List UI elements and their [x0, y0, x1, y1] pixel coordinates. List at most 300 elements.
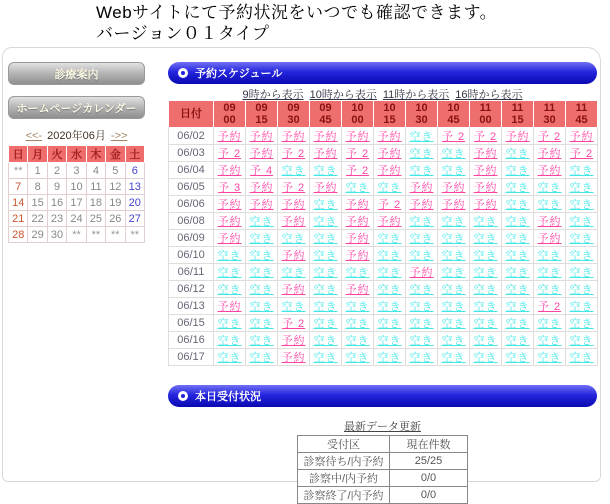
- schedule-slot-cell: [470, 264, 502, 281]
- slot-status-link[interactable]: 空き: [537, 267, 562, 279]
- slot-status-link[interactable]: 空き: [313, 216, 338, 228]
- slot-status-link[interactable]: 空き: [473, 284, 498, 296]
- schedule-slot-cell: [310, 247, 342, 264]
- slot-status-link[interactable]: 予約: [281, 250, 306, 262]
- schedule-row: [169, 128, 598, 145]
- slot-status-link[interactable]: 空き: [313, 165, 338, 177]
- slot-status-link[interactable]: 予約: [441, 199, 466, 211]
- calendar-day-cell[interactable]: 30: [47, 227, 66, 243]
- slot-status-link[interactable]: 空き: [409, 148, 434, 160]
- slot-status-link[interactable]: 空き: [409, 250, 434, 262]
- schedule-slot-cell: [502, 247, 534, 264]
- calendar-day-cell[interactable]: 23: [47, 211, 66, 227]
- slot-status-link[interactable]: 空き: [569, 165, 594, 177]
- slot-status-link[interactable]: 空き: [313, 335, 338, 347]
- slot-status-link[interactable]: 予約: [505, 131, 530, 143]
- calendar-day-cell[interactable]: 29: [28, 227, 47, 243]
- schedule-slot-cell: [534, 196, 566, 213]
- slot-status-link[interactable]: 空き: [313, 301, 338, 313]
- slot-status-link[interactable]: 空き: [473, 267, 498, 279]
- schedule-slot-cell: [246, 179, 278, 196]
- slot-status-link[interactable]: 予 2: [217, 148, 242, 160]
- slot-status-link[interactable]: 予約: [313, 148, 338, 160]
- slot-status-link[interactable]: 空き: [313, 352, 338, 364]
- calendar-day-cell[interactable]: 22: [28, 211, 47, 227]
- slot-status-link[interactable]: 空き: [313, 318, 338, 330]
- slot-status-link[interactable]: 空き: [441, 148, 466, 160]
- schedule-slot-cell: [566, 162, 598, 179]
- calendar-day-cell[interactable]: 10: [67, 179, 86, 195]
- calendar-day-cell[interactable]: 16: [47, 195, 66, 211]
- slot-status-link[interactable]: 空き: [505, 301, 530, 313]
- slot-status-link[interactable]: 予約: [441, 182, 466, 194]
- schedule-slot-cell: [534, 213, 566, 230]
- slot-status-link[interactable]: 空き: [377, 182, 402, 194]
- slot-status-link[interactable]: 空き: [281, 267, 306, 279]
- schedule-slot-cell: [374, 179, 406, 196]
- slot-status-link[interactable]: 空き: [441, 216, 466, 228]
- slot-status-link[interactable]: 空き: [313, 267, 338, 279]
- schedule-slot-cell: [310, 145, 342, 162]
- schedule-row-date: 06/09: [169, 230, 214, 247]
- calendar-day-cell: **: [86, 227, 105, 243]
- slot-status-link[interactable]: 空き: [313, 199, 338, 211]
- spacer: [8, 85, 145, 96]
- slot-status-link[interactable]: 予約: [313, 131, 338, 143]
- slot-status-link[interactable]: 空き: [313, 284, 338, 296]
- slot-status-link[interactable]: 予約: [473, 148, 498, 160]
- schedule-slot-header: 11 30: [534, 101, 566, 128]
- calendar-day-cell[interactable]: 15: [28, 195, 47, 211]
- slot-status-link[interactable]: 予約: [569, 131, 594, 143]
- calendar-day-cell[interactable]: 26: [106, 211, 125, 227]
- slot-status-link[interactable]: 予約: [281, 352, 306, 364]
- slot-status-link[interactable]: 空き: [217, 352, 242, 364]
- slot-status-link[interactable]: 予約: [249, 199, 274, 211]
- slot-status-link[interactable]: 空き: [569, 250, 594, 262]
- schedule-slot-cell: [566, 349, 598, 366]
- calendar-day-cell[interactable]: 28: [9, 227, 28, 243]
- slot-status-link[interactable]: 予約: [281, 199, 306, 211]
- slot-status-link[interactable]: 予 4: [249, 165, 274, 177]
- slot-status-link[interactable]: 予約: [345, 284, 370, 296]
- page-title-line2: バージョン０１タイプ: [96, 24, 270, 43]
- slot-status-link[interactable]: 空き: [505, 250, 530, 262]
- slot-status-link[interactable]: 空き: [249, 318, 274, 330]
- slot-status-link[interactable]: 空き: [409, 301, 434, 313]
- schedule-slot-cell: [438, 332, 470, 349]
- slot-status-link[interactable]: 空き: [409, 335, 434, 347]
- schedule-slot-cell: [310, 196, 342, 213]
- schedule-slot-header: 10 15: [374, 101, 406, 128]
- slot-status-link[interactable]: 空き: [505, 182, 530, 194]
- calendar-day-cell[interactable]: 21: [9, 211, 28, 227]
- slot-status-link[interactable]: 空き: [505, 199, 530, 211]
- slot-status-link[interactable]: 空き: [569, 352, 594, 364]
- slot-status-link[interactable]: 予約: [217, 233, 242, 245]
- slot-status-link[interactable]: 予 2: [281, 318, 306, 330]
- slot-status-link[interactable]: 空き: [249, 352, 274, 364]
- clinic-info-button[interactable]: 診療案内: [8, 62, 145, 85]
- slot-status-link[interactable]: 空き: [569, 301, 594, 313]
- schedule-slot-cell: [374, 281, 406, 298]
- calendar-day-cell[interactable]: 7: [9, 179, 28, 195]
- calendar-week-row: [9, 163, 145, 179]
- slot-status-link[interactable]: 空き: [377, 318, 402, 330]
- schedule-slot-cell: [470, 281, 502, 298]
- slot-status-link[interactable]: 空き: [569, 267, 594, 279]
- schedule-slot-cell: [214, 213, 246, 230]
- slot-status-link[interactable]: 予約: [217, 216, 242, 228]
- slot-status-link[interactable]: 予約: [377, 131, 402, 143]
- schedule-slot-cell: [566, 264, 598, 281]
- slot-status-link[interactable]: 予約: [281, 335, 306, 347]
- schedule-slot-cell: [470, 332, 502, 349]
- schedule-row-date: 06/05: [169, 179, 214, 196]
- schedule-slot-cell: [406, 315, 438, 332]
- slot-status-link[interactable]: 予約: [345, 233, 370, 245]
- section-ring-icon: [178, 68, 188, 78]
- calendar-day-cell[interactable]: 4: [86, 163, 105, 179]
- calendar-day-cell[interactable]: 20: [125, 195, 144, 211]
- slot-status-link[interactable]: 空き: [313, 233, 338, 245]
- slot-status-link[interactable]: 空き: [377, 284, 402, 296]
- slot-status-link[interactable]: 予 2: [281, 148, 306, 160]
- slot-status-link[interactable]: 空き: [249, 216, 274, 228]
- slot-status-link[interactable]: 空き: [345, 335, 370, 347]
- schedule-slot-cell: [502, 332, 534, 349]
- slot-status-link[interactable]: 空き: [505, 148, 530, 160]
- calendar-day-cell[interactable]: 5: [106, 163, 125, 179]
- today-section-bar: [168, 385, 597, 407]
- slot-status-link[interactable]: 空き: [377, 233, 402, 245]
- slot-status-link[interactable]: 予約: [217, 301, 242, 313]
- schedule-slot-cell: [566, 298, 598, 315]
- schedule-row: [169, 213, 598, 230]
- schedule-slot-cell: [246, 332, 278, 349]
- slot-status-link[interactable]: 予 2: [281, 182, 306, 194]
- calendar-dayheader-cell: 月: [28, 146, 47, 163]
- time-view-link[interactable]: 10時から表示: [309, 89, 377, 101]
- slot-status-link[interactable]: 空き: [345, 352, 370, 364]
- schedule-section-bar: [168, 62, 597, 84]
- schedule-slot-cell: [438, 247, 470, 264]
- slot-status-link[interactable]: 予 2: [441, 131, 466, 143]
- slot-status-link[interactable]: 空き: [473, 318, 498, 330]
- slot-status-link[interactable]: 空き: [505, 335, 530, 347]
- slot-status-link[interactable]: 予約: [345, 131, 370, 143]
- slot-status-link[interactable]: 予約: [345, 199, 370, 211]
- schedule-slot-cell: [374, 298, 406, 315]
- slot-status-link[interactable]: 予約: [377, 165, 402, 177]
- slot-status-link[interactable]: 空き: [409, 233, 434, 245]
- slot-status-link[interactable]: 空き: [569, 216, 594, 228]
- calendar-dayheader-cell: 土: [125, 146, 144, 163]
- slot-status-link[interactable]: 予 2: [537, 131, 562, 143]
- schedule-slot-cell: [502, 196, 534, 213]
- slot-status-link[interactable]: 空き: [473, 250, 498, 262]
- slot-status-link[interactable]: 空き: [537, 284, 562, 296]
- calendar-day-cell[interactable]: 12: [106, 179, 125, 195]
- slot-status-link[interactable]: 空き: [505, 318, 530, 330]
- calendar-day-cell[interactable]: 14: [9, 195, 28, 211]
- calendar-dayheader-cell: 火: [47, 146, 66, 163]
- slot-status-link[interactable]: 空き: [569, 233, 594, 245]
- schedule-row-date: 06/15: [169, 315, 214, 332]
- slot-status-link[interactable]: 予約: [345, 216, 370, 228]
- schedule-slot-cell: [214, 196, 246, 213]
- slot-status-link[interactable]: 空き: [249, 335, 274, 347]
- schedule-slot-cell: [246, 213, 278, 230]
- slot-status-link[interactable]: 空き: [505, 267, 530, 279]
- slot-status-link[interactable]: 空き: [537, 335, 562, 347]
- slot-status-link[interactable]: 空き: [377, 267, 402, 279]
- schedule-slot-cell: [502, 213, 534, 230]
- schedule-slot-cell: [406, 128, 438, 145]
- slot-status-link[interactable]: 予約: [473, 165, 498, 177]
- schedule-slot-cell: [438, 145, 470, 162]
- slot-status-link[interactable]: 空き: [217, 335, 242, 347]
- schedule-slot-cell: [310, 281, 342, 298]
- slot-status-link[interactable]: 予約: [249, 182, 274, 194]
- slot-status-link[interactable]: 予約: [281, 131, 306, 143]
- section-ring-icon: [178, 391, 188, 401]
- slot-status-link[interactable]: 空き: [249, 250, 274, 262]
- slot-status-link[interactable]: 空き: [217, 284, 242, 296]
- slot-status-link[interactable]: 予 3: [217, 182, 242, 194]
- slot-status-link[interactable]: 空き: [345, 301, 370, 313]
- slot-status-link[interactable]: 空き: [569, 199, 594, 211]
- slot-status-link[interactable]: 空き: [441, 284, 466, 296]
- slot-status-link[interactable]: 予約: [281, 216, 306, 228]
- slot-status-link[interactable]: 空き: [441, 352, 466, 364]
- calendar-day-cell[interactable]: 17: [67, 195, 86, 211]
- slot-status-link[interactable]: 予約: [537, 148, 562, 160]
- slot-status-link[interactable]: 空き: [441, 301, 466, 313]
- slot-status-link[interactable]: 空き: [441, 267, 466, 279]
- slot-status-link[interactable]: 空き: [281, 165, 306, 177]
- schedule-slot-header: 09 15: [246, 101, 278, 128]
- schedule-slot-cell: [278, 230, 310, 247]
- slot-status-link[interactable]: 予約: [217, 199, 242, 211]
- slot-status-link[interactable]: 空き: [473, 233, 498, 245]
- calendar-prev-link[interactable]: <<-: [25, 130, 43, 142]
- slot-status-link[interactable]: 空き: [569, 284, 594, 296]
- slot-status-link[interactable]: 空き: [217, 267, 242, 279]
- calendar-next-link[interactable]: ->>: [110, 130, 128, 142]
- slot-status-link[interactable]: 空き: [377, 301, 402, 313]
- slot-status-link[interactable]: 空き: [441, 335, 466, 347]
- schedule-slot-cell: [470, 349, 502, 366]
- slot-status-link[interactable]: 空き: [473, 216, 498, 228]
- slot-status-link[interactable]: 空き: [473, 301, 498, 313]
- slot-status-link[interactable]: 予約: [409, 182, 434, 194]
- slot-status-link[interactable]: 空き: [441, 318, 466, 330]
- calendar-day-cell[interactable]: 25: [86, 211, 105, 227]
- schedule-slot-cell: [438, 196, 470, 213]
- slot-status-link[interactable]: 空き: [537, 318, 562, 330]
- schedule-slot-cell: [438, 298, 470, 315]
- calendar-day-cell[interactable]: 13: [125, 179, 144, 195]
- slot-status-link[interactable]: 予 2: [345, 165, 370, 177]
- schedule-slot-cell: [278, 264, 310, 281]
- slot-status-link[interactable]: 空き: [569, 182, 594, 194]
- slot-status-link[interactable]: 空き: [441, 165, 466, 177]
- slot-status-link[interactable]: 予約: [249, 148, 274, 160]
- slot-status-link[interactable]: 空き: [345, 318, 370, 330]
- slot-status-link[interactable]: 空き: [409, 284, 434, 296]
- calendar-day-cell[interactable]: 24: [67, 211, 86, 227]
- slot-status-link[interactable]: 空き: [569, 335, 594, 347]
- schedule-slot-cell: [374, 264, 406, 281]
- status-value-cell: 0/0: [390, 470, 468, 487]
- slot-status-link[interactable]: 空き: [537, 199, 562, 211]
- calendar-day-cell[interactable]: 6: [125, 163, 144, 179]
- schedule-slot-cell: [278, 128, 310, 145]
- schedule-slot-cell: [470, 213, 502, 230]
- schedule-slot-cell: [534, 332, 566, 349]
- slot-status-link[interactable]: 空き: [281, 301, 306, 313]
- slot-status-link[interactable]: 空き: [537, 250, 562, 262]
- slot-status-link[interactable]: 予約: [537, 165, 562, 177]
- time-view-link[interactable]: 9時から表示: [242, 89, 304, 101]
- schedule-slot-cell: [470, 230, 502, 247]
- slot-status-link[interactable]: 空き: [505, 284, 530, 296]
- slot-status-link[interactable]: 空き: [409, 352, 434, 364]
- slot-status-link[interactable]: 空き: [377, 352, 402, 364]
- schedule-slot-cell: [278, 349, 310, 366]
- calendar-day-cell[interactable]: 19: [106, 195, 125, 211]
- calendar-day-cell[interactable]: 3: [67, 163, 86, 179]
- slot-status-link[interactable]: 予約: [409, 267, 434, 279]
- slot-status-link[interactable]: 予 2: [345, 148, 370, 160]
- slot-status-link[interactable]: 空き: [377, 335, 402, 347]
- slot-status-link[interactable]: 空き: [281, 233, 306, 245]
- schedule-slot-cell: [310, 264, 342, 281]
- slot-status-link[interactable]: 予 2: [377, 199, 402, 211]
- schedule-row-date: 06/13: [169, 298, 214, 315]
- schedule-slot-cell: [438, 213, 470, 230]
- schedule-slot-cell: [374, 349, 406, 366]
- slot-status-link[interactable]: 予約: [409, 199, 434, 211]
- slot-status-link[interactable]: 予約: [217, 165, 242, 177]
- today-section-title: 本日受付状況: [195, 391, 261, 403]
- status-label-cell: 診察中/内予約: [298, 470, 390, 487]
- schedule-slot-cell: [278, 247, 310, 264]
- slot-status-link[interactable]: 空き: [249, 301, 274, 313]
- time-view-link[interactable]: 11時から表示: [382, 89, 450, 101]
- slot-status-link[interactable]: 空き: [505, 352, 530, 364]
- slot-status-link[interactable]: 予約: [313, 182, 338, 194]
- slot-status-link[interactable]: 空き: [217, 250, 242, 262]
- page-title-line1: Webサイトにて予約状況をいつでも確認できます。: [96, 3, 498, 22]
- slot-status-link[interactable]: 空き: [473, 335, 498, 347]
- calendar-day-cell[interactable]: 8: [28, 179, 47, 195]
- slot-status-link[interactable]: 空き: [505, 165, 530, 177]
- schedule-slot-cell: [534, 315, 566, 332]
- calendar-day-cell[interactable]: 27: [125, 211, 144, 227]
- calendar-day-cell[interactable]: 11: [86, 179, 105, 195]
- slot-status-link[interactable]: 予約: [377, 148, 402, 160]
- slot-status-link[interactable]: 空き: [505, 233, 530, 245]
- slot-status-link[interactable]: 空き: [409, 318, 434, 330]
- schedule-slot-cell: [342, 128, 374, 145]
- schedule-slot-cell: [214, 315, 246, 332]
- schedule-slot-cell: [374, 162, 406, 179]
- slot-status-link[interactable]: 空き: [249, 284, 274, 296]
- schedule-slot-cell: [214, 128, 246, 145]
- slot-status-link[interactable]: 予 2: [537, 301, 562, 313]
- schedule-slot-cell: [246, 145, 278, 162]
- slot-status-link[interactable]: 予約: [473, 199, 498, 211]
- latest-data-update: [168, 418, 597, 432]
- slot-status-link[interactable]: 予約: [345, 250, 370, 262]
- schedule-slot-cell: [438, 281, 470, 298]
- slot-status-link[interactable]: 空き: [537, 352, 562, 364]
- slot-status-link[interactable]: 空き: [441, 250, 466, 262]
- slot-status-link[interactable]: 空き: [409, 165, 434, 177]
- slot-status-link[interactable]: 空き: [473, 352, 498, 364]
- slot-status-link[interactable]: 予 2: [569, 148, 594, 160]
- slot-status-link[interactable]: 空き: [505, 216, 530, 228]
- slot-status-link[interactable]: 空き: [409, 216, 434, 228]
- schedule-slot-cell: [278, 213, 310, 230]
- calendar-day-cell[interactable]: 2: [47, 163, 66, 179]
- slot-status-link[interactable]: 予約: [281, 284, 306, 296]
- schedule-slot-cell: [246, 128, 278, 145]
- slot-status-link[interactable]: 空き: [441, 233, 466, 245]
- schedule-slot-cell: [534, 264, 566, 281]
- slot-status-link[interactable]: 空き: [537, 182, 562, 194]
- slot-status-link[interactable]: 空き: [217, 318, 242, 330]
- schedule-slot-cell: [534, 179, 566, 196]
- schedule-slot-header: 10 30: [406, 101, 438, 128]
- schedule-slot-cell: [310, 332, 342, 349]
- slot-status-link[interactable]: 空き: [345, 267, 370, 279]
- slot-status-link[interactable]: 空き: [377, 250, 402, 262]
- schedule-slot-cell: [406, 145, 438, 162]
- time-view-link[interactable]: 16時から表示: [455, 89, 523, 101]
- slot-status-link[interactable]: 予約: [537, 233, 562, 245]
- schedule-slot-cell: [342, 179, 374, 196]
- slot-status-link[interactable]: 予約: [249, 131, 274, 143]
- homepage-calendar-button[interactable]: ホームページカレンダー: [8, 96, 145, 119]
- slot-status-link[interactable]: 空き: [409, 131, 434, 143]
- latest-data-update-link[interactable]: 最新データ更新: [344, 421, 421, 433]
- schedule-slot-cell: [406, 281, 438, 298]
- schedule-slot-cell: [342, 213, 374, 230]
- slot-status-link[interactable]: 予 2: [473, 131, 498, 143]
- schedule-slot-cell: [374, 315, 406, 332]
- calendar-day-cell[interactable]: 9: [47, 179, 66, 195]
- slot-status-link[interactable]: 予約: [217, 131, 242, 143]
- slot-status-link[interactable]: 予約: [473, 182, 498, 194]
- calendar-day-cell[interactable]: 1: [28, 163, 47, 179]
- schedule-slot-header: 11 45: [566, 101, 598, 128]
- schedule-slot-cell: [502, 230, 534, 247]
- schedule-row-date: 06/02: [169, 128, 214, 145]
- slot-status-link[interactable]: 空き: [249, 233, 274, 245]
- slot-status-link[interactable]: 空き: [345, 182, 370, 194]
- schedule-slot-cell: [438, 179, 470, 196]
- slot-status-link[interactable]: 予約: [377, 216, 402, 228]
- slot-status-link[interactable]: 空き: [249, 267, 274, 279]
- slot-status-link[interactable]: 予約: [537, 216, 562, 228]
- slot-status-link[interactable]: 空き: [313, 250, 338, 262]
- calendar-day-cell[interactable]: 18: [86, 195, 105, 211]
- slot-status-link[interactable]: 空き: [569, 318, 594, 330]
- schedule-row: [169, 315, 598, 332]
